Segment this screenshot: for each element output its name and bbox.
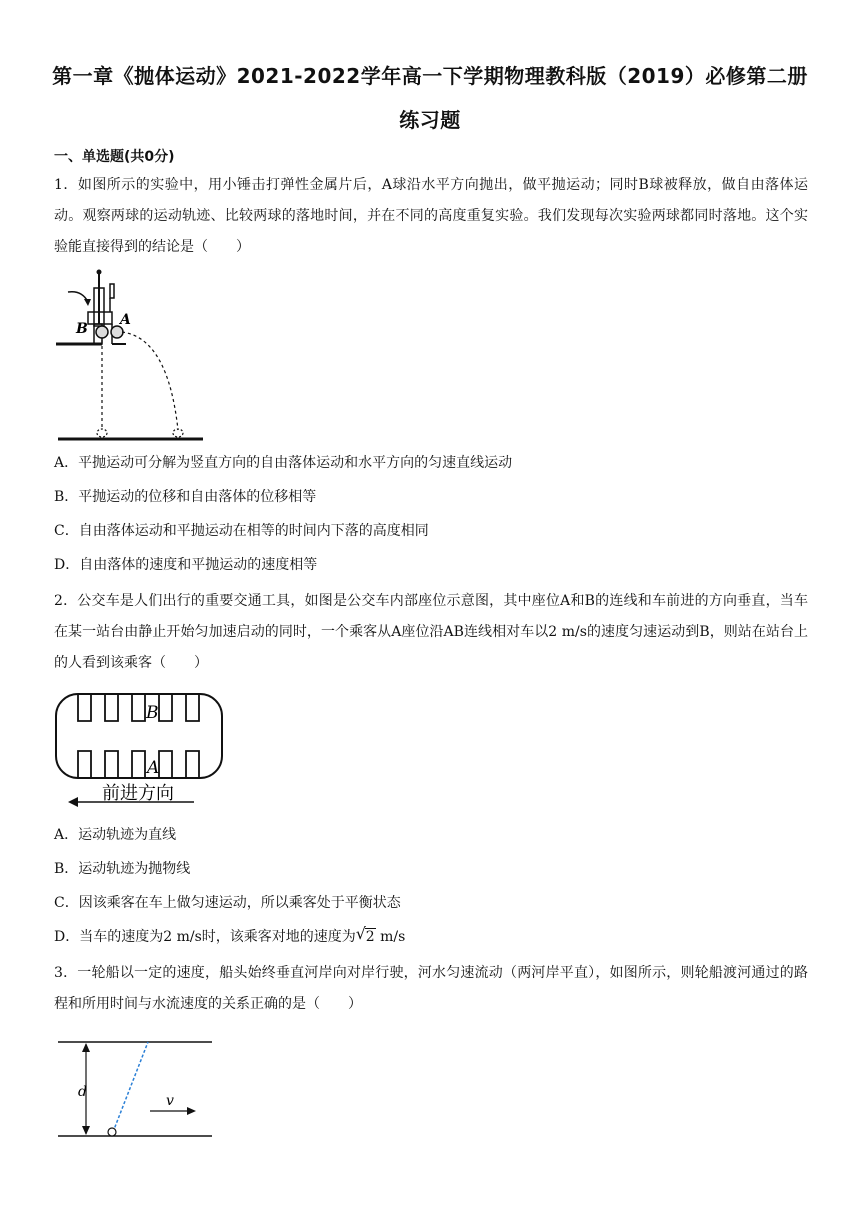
question-1-option-b: B．平抛运动的位移和自由落体的位移相等 (54, 489, 317, 505)
document-subtitle: 练习题 (399, 108, 461, 132)
question-1-option-a: A．平抛运动可分解为竖直方向的自由落体运动和水平方向的匀速直线运动 (54, 455, 513, 471)
question-3-figure (56, 1036, 216, 1144)
question-2-option-d (54, 924, 406, 947)
question-1-stem: 1．如图所示的实验中，用小锤击打弹性金属片后，A球沿水平方向抛出，做平抛运动；同时B球被释放，做自由落体运动。观察两球的运动轨迹、比较两球的落地时间，并在不同的高度重复实验。我们发现每次实验两球都同时落地。这个实验能直接得到的结论是（ ） (54, 177, 808, 255)
question-1-option-d: D．自由落体的速度和平抛运动的速度相等 (54, 557, 318, 573)
question-2-option-c: C．因该乘客在车上做匀速运动，所以乘客处于平衡状态 (54, 895, 401, 911)
section-heading: 一、单选题(共0分) (54, 149, 175, 165)
ball-a-label: A (120, 312, 131, 328)
ball-b-label: B (76, 321, 88, 337)
question-2-figure (54, 691, 226, 809)
question-3-stem: 3．一轮船以一定的速度，船头始终垂直河岸向对岸行驶，河水匀速流动（两河岸平直），如图所示，则轮船渡河通过的路程和所用时间与水流速度的关系正确的是（ ） (54, 965, 808, 1012)
width-label: d (78, 1084, 87, 1100)
question-1-figure (56, 268, 206, 446)
option-d-prefix: D．当车的速度为2 m/s时，该乘客对地的速度为 (54, 929, 356, 945)
velocity-label: v (166, 1093, 174, 1109)
seat-a-label: A (147, 758, 160, 778)
option-d-suffix: m/s (375, 929, 406, 945)
direction-label: 前进方向 (102, 783, 174, 804)
question-2-option-b: B．运动轨迹为抛物线 (54, 861, 191, 877)
question-2-stem: 2．公交车是人们出行的重要交通工具，如图是公交车内部座位示意图，其中座位A和B的连线和车前进的方向垂直，当车在某一站台由静止开始匀加速启动的同时，一个乘客从A座位沿AB连线相对车以2 m/s的速度匀速运动到B，则站在站台上的人看到该乘客（ ） (54, 593, 808, 671)
sqrt-expression: √ 2 (355, 924, 375, 945)
document-title: 第一章《抛体运动》2021-2022学年高一下学期物理教科版（2019）必修第二册 (52, 64, 808, 88)
seat-b-label: B (146, 703, 159, 723)
question-2-option-a: A．运动轨迹为直线 (54, 827, 177, 843)
question-1-option-c: C．自由落体运动和平抛运动在相等的时间内下落的高度相同 (54, 523, 429, 539)
